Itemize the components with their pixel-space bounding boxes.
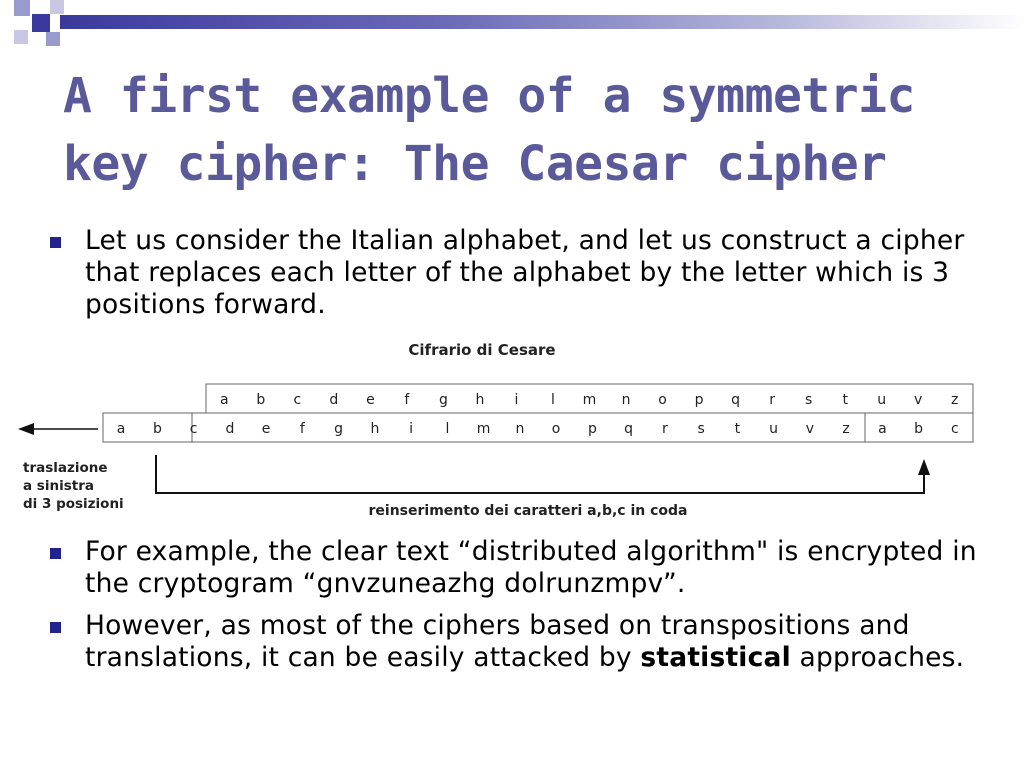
shifted-letter: n (515, 421, 525, 437)
plaintext-letter: g (438, 392, 448, 408)
shifted-letter: g (334, 421, 344, 437)
header-gradient-bar (60, 15, 1024, 29)
bullet-text: However, as most of the ciphers based on transpositions and translations, it can be easily attacked by (85, 610, 910, 673)
plaintext-letter: h (475, 392, 485, 408)
shifted-letter: b (914, 421, 924, 437)
up-arrow-icon (918, 459, 930, 475)
plaintext-letter: p (694, 392, 704, 408)
plaintext-letter: b (256, 392, 266, 408)
bullet-marker-icon (50, 548, 61, 559)
plaintext-letter: c (293, 392, 302, 408)
bullet-marker-icon (50, 622, 61, 633)
shifted-letter: m (476, 421, 491, 437)
bullet-item: For example, the clear text “distributed algorithm" is encrypted in the cryptogram “gnvzuneazhg dolrunzmpv”. (85, 536, 977, 599)
decor-square (50, 0, 64, 14)
plaintext-letter: z (951, 392, 959, 408)
shifted-letter: z (842, 421, 850, 437)
shifted-letter: l (445, 421, 450, 437)
plaintext-letter: e (366, 392, 375, 408)
shifted-letter: q (624, 421, 634, 437)
plaintext-letter: n (621, 392, 631, 408)
bullet-item: Let us consider the Italian alphabet, and let us construct a cipher that replaces each letter of the alphabet by the letter which is 3 positions forward. (85, 225, 965, 320)
slide-title-line-1: A first example of a symmetric (63, 68, 915, 124)
plaintext-letter: v (914, 392, 923, 408)
shift-label-line: traslazione (23, 460, 108, 476)
decor-square (14, 0, 30, 16)
plaintext-letter: t (842, 392, 848, 408)
shifted-letter: u (769, 421, 779, 437)
shifted-letter: v (805, 421, 815, 437)
plaintext-letter: d (329, 392, 339, 408)
shifted-letter: t (734, 421, 741, 437)
shift-label-line: di 3 posizioni (23, 496, 124, 512)
plaintext-letter: a (220, 392, 229, 408)
slide-title-line-2: key cipher: The Caesar cipher (63, 136, 887, 192)
shifted-letter: d (225, 421, 235, 437)
shifted-letter: b (152, 421, 162, 437)
shifted-letter: f (299, 421, 305, 437)
bullet-bold-text: statistical (640, 642, 791, 673)
plaintext-letter: q (731, 392, 741, 408)
decor-square (46, 32, 60, 46)
reinsertion-label: reinserimento dei caratteri a,b,c in coda (368, 503, 688, 519)
shifted-letter: c (189, 421, 198, 437)
shifted-letter: a (878, 421, 887, 437)
left-arrow-icon (18, 423, 34, 435)
decor-square (14, 30, 28, 44)
plaintext-letter: u (877, 392, 887, 408)
shift-label-line: a sinistra (23, 478, 94, 494)
shifted-letter: e (261, 421, 271, 437)
caesar-cipher-diagram (10, 335, 1014, 525)
bullet-text: approaches. (790, 642, 965, 673)
slide-title (63, 62, 1003, 198)
bullet-marker-icon (50, 237, 61, 248)
shifted-letter: i (409, 421, 414, 437)
shifted-letter: h (370, 421, 380, 437)
shifted-letter: a (116, 421, 126, 437)
reinsertion-bracket (156, 455, 924, 493)
plaintext-letter: r (769, 392, 775, 408)
bullet-item (85, 610, 1010, 674)
plaintext-letter: o (658, 392, 667, 408)
plaintext-letter: l (551, 392, 555, 408)
shifted-letter: p (587, 421, 597, 437)
plaintext-letter: i (514, 392, 519, 408)
plaintext-letter: m (582, 392, 597, 408)
decor-square (32, 14, 50, 32)
shifted-letter: o (551, 421, 561, 437)
figure-title: Cifrario di Cesare (408, 341, 556, 359)
plaintext-letter: f (404, 392, 410, 408)
shifted-letter: r (662, 421, 668, 437)
caesar-cipher-figure (10, 335, 1014, 529)
shifted-letter: c (951, 421, 959, 437)
shifted-letter: s (697, 421, 705, 437)
plaintext-letter: s (804, 392, 813, 408)
plaintext-alphabet-row (220, 392, 958, 408)
